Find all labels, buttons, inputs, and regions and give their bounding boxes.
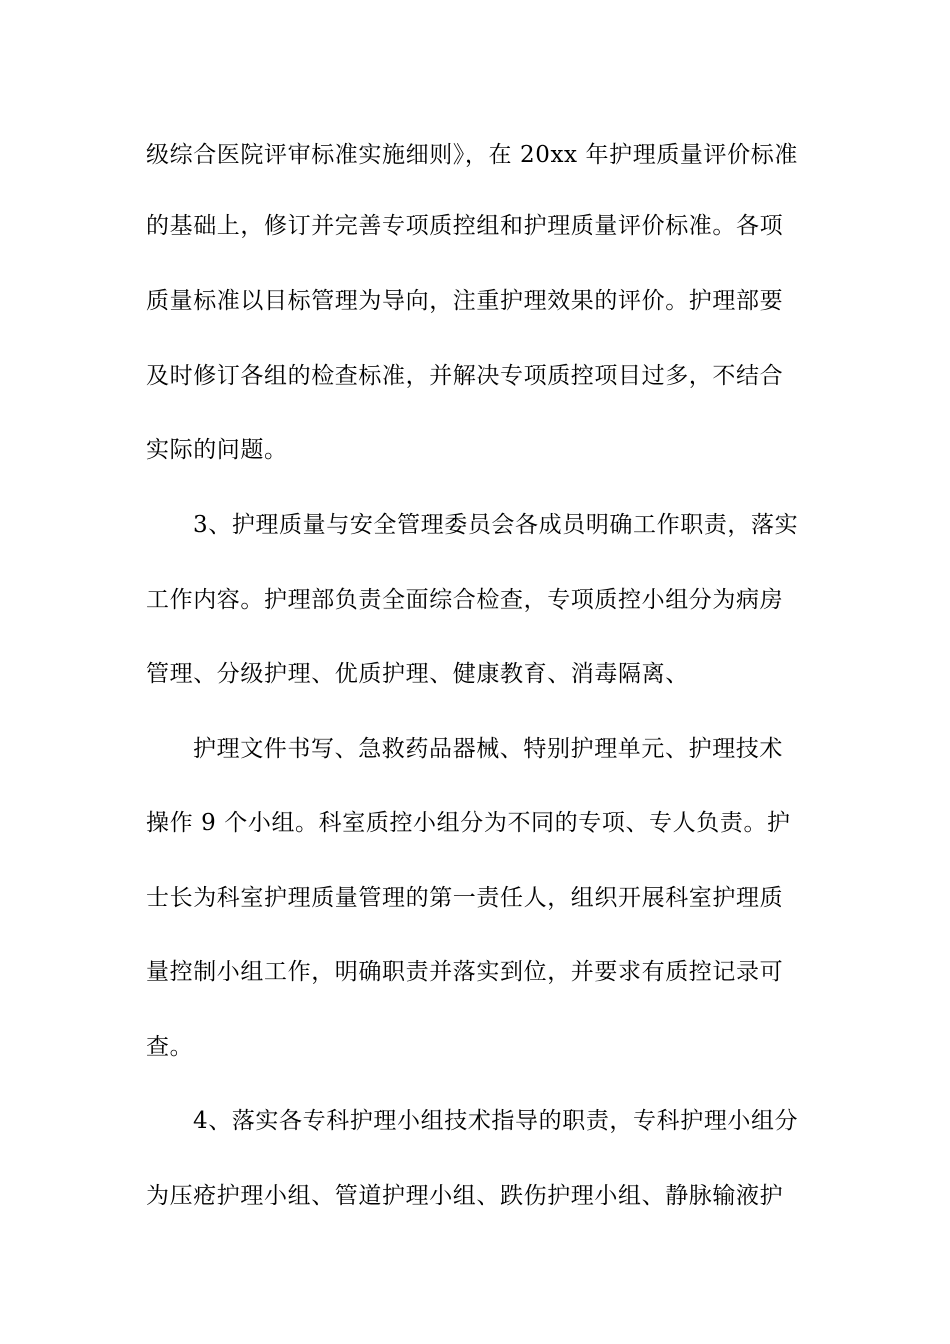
- paragraph-line: 4、落实各专科护理小组技术指导的职责，专科护理小组分: [193, 1108, 799, 1134]
- paragraph-line: 及时修订各组的检查标准，并解决专项质控项目过多，不结合: [146, 363, 784, 389]
- paragraph-line: 实际的问题。: [146, 437, 288, 463]
- paragraph-line: 护理文件书写、急救药品器械、特别护理单元、护理技术: [193, 736, 783, 762]
- paragraph-line: 工作内容。护理部负责全面综合检查，专项质控小组分为病房: [146, 587, 784, 613]
- paragraph-line: 士长为科室护理质量管理的第一责任人，组织开展科室护理质: [146, 885, 784, 911]
- paragraph-line: 查。: [146, 1034, 194, 1060]
- paragraph-line: 管理、分级护理、优质护理、健康教育、消毒隔离、: [146, 661, 689, 687]
- paragraph-line: 级综合医院评审标准实施细则》，在 20xx 年护理质量评价标准: [146, 142, 798, 168]
- paragraph-line: 量控制小组工作，明确职责并落实到位，并要求有质控记录可: [146, 959, 784, 985]
- paragraph-line: 3、护理质量与安全管理委员会各成员明确工作职责，落实: [193, 512, 799, 538]
- paragraph-line: 的基础上，修订并完善专项质控组和护理质量评价标准。各项: [146, 213, 784, 239]
- paragraph-line: 操作 9 个小组。科室质控小组分为不同的专项、专人负责。护: [146, 810, 791, 836]
- paragraph-line: 为压疮护理小组、管道护理小组、跌伤护理小组、静脉输液护: [146, 1183, 784, 1209]
- paragraph-line: 质量标准以目标管理为导向，注重护理效果的评价。护理部要: [146, 288, 784, 314]
